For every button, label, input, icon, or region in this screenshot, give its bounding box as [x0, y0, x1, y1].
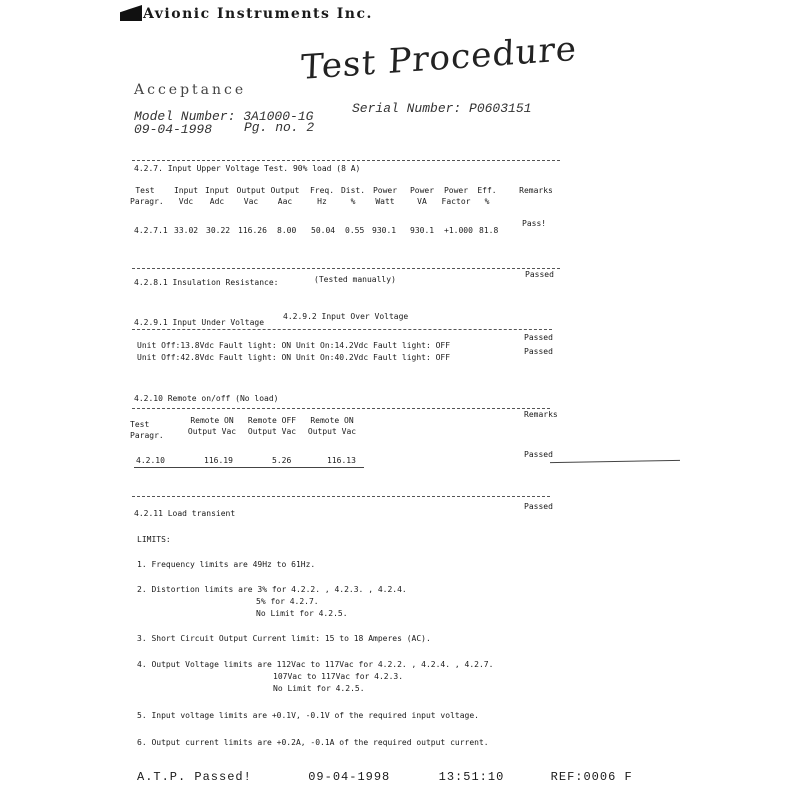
company-name: [120, 5, 373, 22]
col-header: Remote ON Output Vac: [187, 416, 237, 436]
limits-heading: LIMITS:: [137, 535, 171, 544]
logo-mark: [120, 5, 142, 21]
cell: 81.8: [479, 226, 499, 235]
cell: 930.1: [410, 226, 435, 235]
document-title: Test Procedure: [300, 28, 578, 89]
section-rule: [132, 496, 550, 497]
limit-item: 4. Output Voltage limits are 112Vac to 117Vac for 4.2.2. , 4.2.4. , 4.2.7.: [137, 660, 494, 669]
cell: 116.13: [327, 456, 356, 465]
remarks-header: Remarks: [524, 410, 558, 419]
document-type: Acceptance: [134, 82, 247, 98]
cell: 33.02: [174, 226, 199, 235]
cell: 4.2.10: [136, 456, 165, 465]
col-header: Input Adc: [204, 186, 230, 206]
col-header: Eff. %: [477, 186, 497, 206]
cell: 8.00: [277, 226, 297, 235]
footer-status: A.T.P. Passed!: [137, 770, 252, 784]
page-number: Pg. no. 2: [244, 120, 315, 135]
cell: 5.26: [272, 456, 292, 465]
cell: 0.55: [345, 226, 365, 235]
limit-item: 6. Output current limits are +0.2A, -0.1A of the required output current.: [137, 738, 489, 747]
serial-number: Serial Number: P0603151: [352, 101, 532, 116]
remark-passed: Passed: [525, 270, 554, 279]
remark-passed: Passed: [524, 333, 553, 342]
remark-passed: Passed: [524, 450, 553, 459]
cell: 4.2.7.1: [134, 226, 168, 235]
section-title-4210: 4.2.10 Remote on/off (No load): [134, 394, 279, 403]
cell: 30.22: [206, 226, 231, 235]
col-header: Dist. %: [340, 186, 366, 206]
model-number: Model Number: 3A1000-1G: [134, 109, 314, 124]
col-header: Output Aac: [270, 186, 300, 206]
section-title-428: 4.2.8.1 Insulation Resistance:: [134, 278, 279, 287]
col-header: Freq. Hz: [309, 186, 335, 206]
section-title-4291: 4.2.9.1 Input Under Voltage: [134, 318, 265, 327]
col-header: Power VA: [409, 186, 435, 206]
limit-item: 5. Input voltage limits are +0.1V, -0.1V of the required input voltage.: [137, 711, 479, 720]
cell: +1.000: [444, 226, 473, 235]
col-header: Power Factor: [441, 186, 471, 206]
manual-note: (Tested manually): [314, 275, 396, 284]
col-header: Test Paragr.: [130, 420, 164, 440]
cell: 116.19: [204, 456, 233, 465]
underline: [134, 467, 364, 468]
underline: [550, 460, 680, 463]
header-date: 09-04-1998: [134, 122, 213, 137]
footer: [137, 770, 633, 784]
section-title-4292: 4.2.9.2 Input Over Voltage: [283, 312, 409, 321]
footer-time: 13:51:10: [438, 770, 505, 784]
under-voltage-result: Unit Off:13.8Vdc Fault light: ON Unit On:14.2Vdc Fault light: OFF: [137, 341, 451, 350]
cell-remark: Pass!: [522, 219, 547, 228]
over-voltage-result: Unit Off:42.8Vdc Fault light: ON Unit On:40.2Vdc Fault light: OFF: [137, 353, 451, 362]
col-header: Remote ON Output Vac: [307, 416, 357, 436]
section-rule: [132, 268, 560, 269]
limit-item: 2. Distortion limits are 3% for 4.2.2. , 4.2.3. , 4.2.4.: [137, 585, 407, 594]
footer-ref: REF:0006 F: [550, 770, 633, 784]
remark-passed: Passed: [524, 502, 553, 511]
col-header: Test Paragr.: [130, 186, 164, 206]
limit-subitem: 107Vac to 117Vac for 4.2.3.: [273, 672, 404, 681]
limit-subitem: No Limit for 4.2.5.: [256, 609, 348, 618]
section-rule: [132, 329, 552, 330]
limit-item: 3. Short Circuit Output Current limit: 15 to 18 Amperes (AC).: [137, 634, 431, 643]
col-header: Remarks: [519, 186, 553, 195]
col-header: Remote OFF Output Vac: [247, 416, 297, 436]
cell: 50.04: [311, 226, 336, 235]
footer-date: 09-04-1998: [308, 770, 391, 784]
section-title-4211: 4.2.11 Load transient: [134, 509, 236, 518]
cell: 930.1: [372, 226, 397, 235]
remark-passed: Passed: [524, 347, 553, 356]
limit-subitem: 5% for 4.2.7.: [256, 597, 319, 606]
limit-subitem: No Limit for 4.2.5.: [273, 684, 365, 693]
company-text: Avionic Instruments Inc.: [143, 6, 373, 22]
section-rule: [132, 408, 550, 409]
col-header: Power Watt: [372, 186, 398, 206]
limit-item: 1. Frequency limits are 49Hz to 61Hz.: [137, 560, 316, 569]
cell: 116.26: [238, 226, 267, 235]
section-title-427: 4.2.7. Input Upper Voltage Test. 90% load (8 A): [134, 164, 361, 173]
col-header: Input Vdc: [173, 186, 199, 206]
section-rule: [132, 160, 560, 161]
col-header: Output Vac: [236, 186, 266, 206]
